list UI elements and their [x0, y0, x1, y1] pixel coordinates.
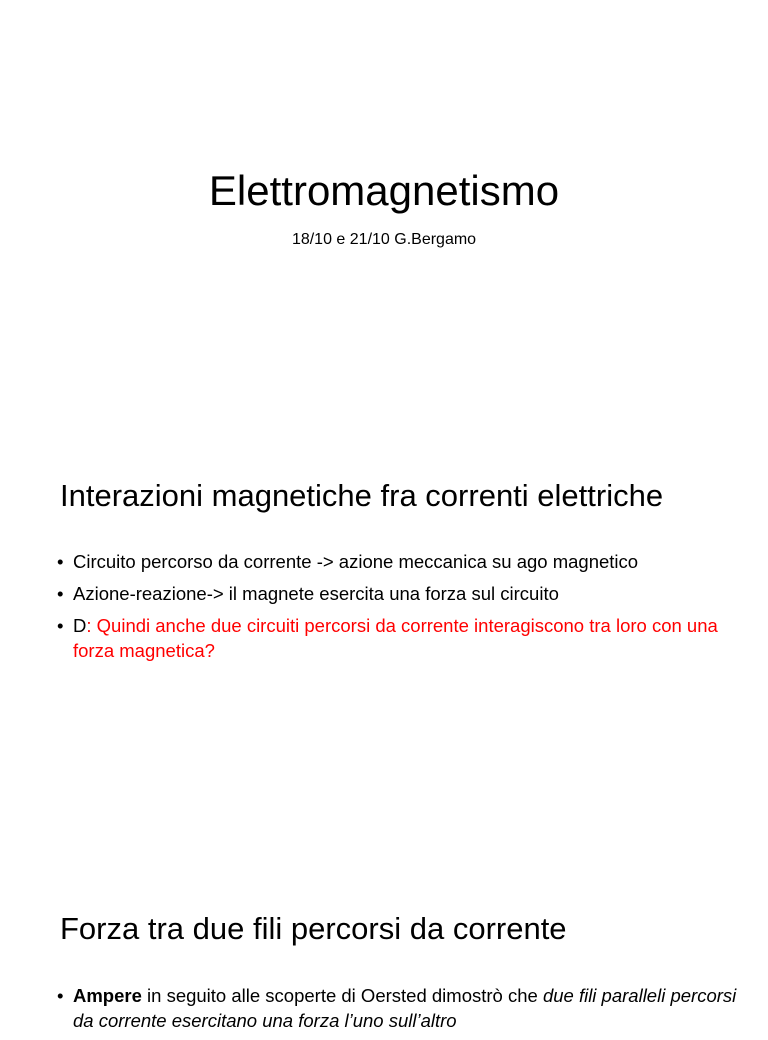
bullet-dot-icon: •	[57, 583, 64, 604]
bullet-dot-icon: •	[57, 615, 64, 636]
bullet-text: Azione-reazione-> il magnete esercita una forza sul circuito	[73, 583, 559, 604]
ampere-name: Ampere	[73, 985, 142, 1006]
section-heading-forza: Forza tra due fili percorsi da corrente	[60, 911, 567, 946]
bullet-prefix: D	[73, 615, 87, 636]
slide-subtitle: 18/10 e 21/10 G.Bergamo	[291, 231, 477, 248]
bullet-list-interazioni	[57, 549, 737, 670]
bullet-item	[57, 581, 737, 606]
bullet-dot-icon: •	[57, 551, 64, 572]
bullet-text: Circuito percorso da corrente -> azione meccanica su ago magnetico	[73, 551, 639, 572]
italic-statement: due fili paralleli percorsi da corrente esercitano una forza l’uno sull’altro	[73, 985, 737, 1031]
bullet-text: in seguito alle scoperte di Oersted dimostrò che	[141, 985, 543, 1006]
bullet-item	[57, 983, 737, 1033]
slide-title: Elettromagnetismo	[208, 167, 560, 214]
question-text: : Quindi anche due circuiti percorsi da corrente interagiscono tra loro con una forza magnetica?	[73, 615, 718, 661]
section-heading-interazioni: Interazioni magnetiche fra correnti elettriche	[60, 478, 664, 513]
bullet-dot-icon: •	[57, 985, 64, 1006]
bullet-list-forza	[57, 983, 737, 1040]
bullet-item	[57, 613, 737, 663]
bullet-item	[57, 549, 737, 574]
